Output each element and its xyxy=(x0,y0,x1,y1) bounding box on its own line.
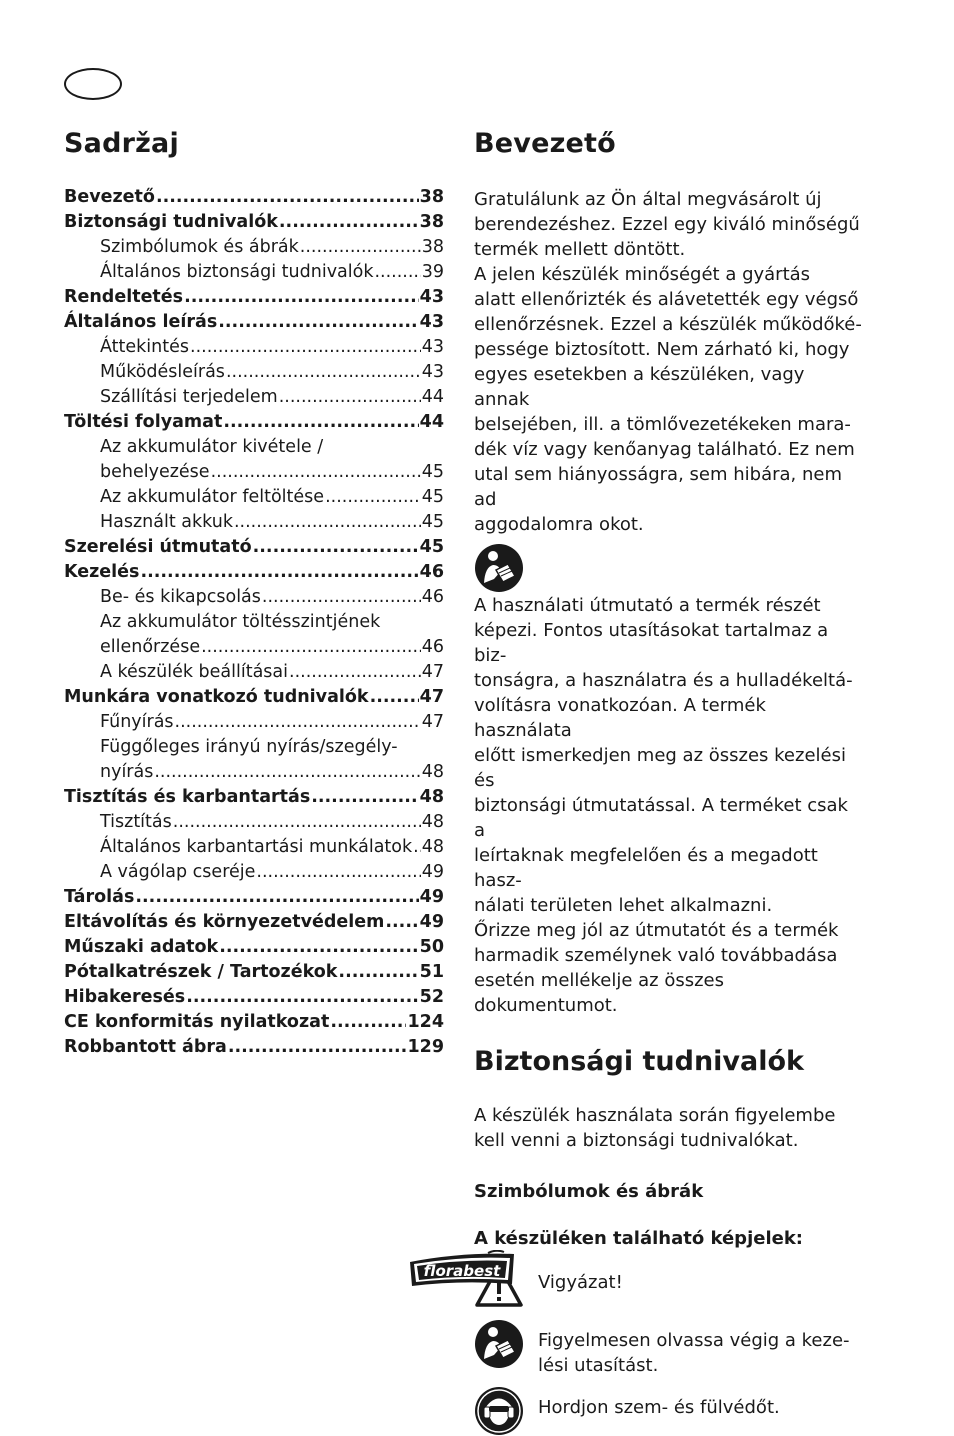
toc-entry xyxy=(64,935,444,960)
toc-entry xyxy=(64,385,444,410)
intro-line: egyes esetekben a készüléken, vagy annak xyxy=(474,364,805,410)
toc-entry-title: Szerelési útmutató xyxy=(64,537,252,557)
language-indicator-oval xyxy=(64,68,122,100)
manual-line: biztonsági útmutatással. A terméket csak a xyxy=(474,795,848,841)
toc-entry xyxy=(64,860,444,885)
intro-line: aggodalomra okot. xyxy=(474,514,644,535)
toc-leader-dots xyxy=(201,635,421,660)
intro-line: belsejében, ill. a tömlővezetékeken mara- xyxy=(474,414,851,435)
toc-leader-dots xyxy=(338,960,418,985)
symbol-read-manual-text xyxy=(538,1319,850,1378)
toc-entry-title: Fűnyírás xyxy=(100,712,174,732)
toc-entry-page: 45 xyxy=(419,537,444,557)
intro-line: pessége biztosított. Nem zárható ki, hogy xyxy=(474,339,850,360)
toc-entry-page: 47 xyxy=(421,662,444,682)
toc-leader-dots xyxy=(253,535,419,560)
intro-line: utal sem hiányosságra, sem hibára, nem ad xyxy=(474,464,842,510)
toc-entry-title: Működésleírás xyxy=(100,362,225,382)
toc-entry xyxy=(64,185,444,210)
toc-entry-title: nyírás xyxy=(100,762,154,782)
toc-leader-dots xyxy=(223,410,418,435)
toc-entry xyxy=(64,310,444,335)
toc-entry-page: 50 xyxy=(419,937,444,957)
toc-entry xyxy=(64,785,444,810)
manual-line: előtt ismerkedjen meg az összes kezelési és xyxy=(474,745,846,791)
toc-leader-dots xyxy=(385,910,418,935)
toc-entry-title: Tisztítás xyxy=(100,812,172,832)
safety-line: A készülék használata során figyelembe xyxy=(474,1105,836,1126)
symbol-text-line: Vigyázat! xyxy=(538,1272,623,1293)
toc-entry xyxy=(64,560,444,585)
toc-entry-page: 43 xyxy=(421,337,444,357)
safety-text xyxy=(474,1103,864,1153)
intro-text xyxy=(474,187,864,537)
toc-entry xyxy=(64,360,444,385)
toc-leader-dots xyxy=(279,385,421,410)
toc-entry-page: 49 xyxy=(419,887,444,907)
manual-line: leírtaknak megfelelően és a megadott hasz- xyxy=(474,845,818,891)
symbol-protection-text xyxy=(538,1386,780,1420)
toc-list xyxy=(64,185,444,1060)
toc-entry-title: Az akkumulátor töltésszintjének xyxy=(100,612,381,632)
toc-leader-dots xyxy=(154,760,420,785)
toc-entry-page: 49 xyxy=(421,862,444,882)
toc-entry xyxy=(64,885,444,910)
toc-leader-dots xyxy=(234,510,421,535)
toc-leader-dots xyxy=(218,310,418,335)
toc-entry xyxy=(64,260,444,285)
toc-entry-page: 45 xyxy=(421,512,444,532)
toc-entry-page: 43 xyxy=(419,312,444,332)
toc-entry-title: Szállítási terjedelem xyxy=(100,387,278,407)
toc-entry-title: Használt akkuk xyxy=(100,512,233,532)
toc-heading: Sadržaj xyxy=(64,128,179,159)
symbol-warning-text xyxy=(538,1261,623,1295)
toc-entry-page: 45 xyxy=(421,462,444,482)
toc-entry-title: Általános biztonsági tudnivalók xyxy=(100,262,374,282)
toc-entry-page: 48 xyxy=(419,787,444,807)
toc-entry-title: Munkára vonatkozó tudnivalók xyxy=(64,687,369,707)
intro-line: A jelen készülék minőségét a gyártás xyxy=(474,264,811,285)
table-of-contents xyxy=(64,128,444,1060)
toc-leader-dots xyxy=(370,685,419,710)
toc-leader-dots xyxy=(311,785,418,810)
toc-entry xyxy=(64,960,444,985)
toc-leader-dots xyxy=(300,235,421,260)
intro-line: Gratulálunk az Ön által megvásárolt új xyxy=(474,189,822,210)
intro-heading: Bevezető xyxy=(474,128,616,159)
toc-entry-title: Biztonsági tudnivalók xyxy=(64,212,278,232)
toc-leader-dots xyxy=(211,460,421,485)
toc-entry-page: 44 xyxy=(421,387,444,407)
toc-entry xyxy=(64,235,444,260)
toc-entry-page: 49 xyxy=(419,912,444,932)
toc-entry xyxy=(64,510,444,535)
toc-entry xyxy=(64,335,444,360)
toc-entry-page: 47 xyxy=(419,687,444,707)
toc-leader-dots xyxy=(256,860,420,885)
manual-line: esetén mellékelje az összes dokumentumot. xyxy=(474,970,724,1016)
toc-entry-title: Tárolás xyxy=(64,887,135,907)
toc-entry-page: 48 xyxy=(421,762,444,782)
toc-entry-page: 48 xyxy=(421,812,444,832)
toc-leader-dots xyxy=(279,210,419,235)
toc-entry xyxy=(64,610,444,635)
toc-leader-dots xyxy=(135,885,418,910)
symbol-text-line: Figyelmesen olvassa végig a keze- xyxy=(538,1330,850,1351)
toc-entry-title: Műszaki adatok xyxy=(64,937,219,957)
toc-entry-page: 44 xyxy=(419,412,444,432)
toc-leader-dots xyxy=(140,560,418,585)
toc-entry xyxy=(64,910,444,935)
toc-entry-title: Áttekintés xyxy=(100,337,189,357)
toc-entry xyxy=(64,735,444,760)
toc-entry-page: 45 xyxy=(421,487,444,507)
toc-entry xyxy=(64,585,444,610)
toc-entry-title: Be- és kikapcsolás xyxy=(100,587,261,607)
toc-entry-title: Eltávolítás és környezetvédelem xyxy=(64,912,385,932)
toc-leader-dots xyxy=(186,985,418,1010)
toc-entry-page: 39 xyxy=(421,262,444,282)
toc-entry-title: behelyezése xyxy=(100,462,210,482)
safety-line: kell venni a biztonsági tudnivalókat. xyxy=(474,1130,799,1151)
toc-entry xyxy=(64,210,444,235)
toc-entry-title: Általános karbantartási munkálatok xyxy=(100,837,413,857)
toc-entry-page: 46 xyxy=(421,637,444,657)
toc-entry-title: Bevezető xyxy=(64,187,155,207)
symbol-read-manual xyxy=(474,1319,864,1378)
toc-entry xyxy=(64,760,444,785)
toc-entry-title: Töltési folyamat xyxy=(64,412,223,432)
toc-entry-page: 43 xyxy=(419,287,444,307)
read-manual-icon xyxy=(474,1319,524,1369)
symbol-warning xyxy=(474,1261,864,1311)
device-symbols-heading: A készüléken található képjelek: xyxy=(474,1228,803,1249)
toc-leader-dots xyxy=(173,810,421,835)
toc-leader-dots xyxy=(289,660,421,685)
toc-leader-dots xyxy=(330,1010,406,1035)
toc-entry xyxy=(64,460,444,485)
toc-entry-title: Szimbólumok és ábrák xyxy=(100,237,299,257)
symbol-protection xyxy=(474,1386,864,1436)
toc-entry-title: CE konformitás nyilatkozat xyxy=(64,1012,330,1032)
toc-entry xyxy=(64,710,444,735)
toc-entry xyxy=(64,485,444,510)
toc-entry xyxy=(64,835,444,860)
intro-line: berendezéshez. Ezzel egy kiváló minőségű xyxy=(474,214,860,235)
toc-leader-dots xyxy=(184,285,419,310)
symbol-text-line: Hordjon szem- és fülvédőt. xyxy=(538,1397,780,1418)
toc-leader-dots xyxy=(262,585,421,610)
toc-entry-page: 46 xyxy=(419,562,444,582)
toc-entry-title: Rendeltetés xyxy=(64,287,184,307)
toc-entry-page: 52 xyxy=(419,987,444,1007)
manual-line: tonságra, a használatra és a hulladékeltá- xyxy=(474,670,853,691)
toc-entry-title: ellenőrzése xyxy=(100,637,201,657)
toc-entry-title: A készülék beállításai xyxy=(100,662,289,682)
symbols-heading: Szimbólumok és ábrák xyxy=(474,1181,704,1202)
toc-entry-title: Az akkumulátor feltöltése xyxy=(100,487,325,507)
toc-entry-page: 43 xyxy=(421,362,444,382)
toc-entry-page: 51 xyxy=(419,962,444,982)
manual-line: nálati területen lehet alkalmazni. xyxy=(474,895,773,916)
toc-leader-dots xyxy=(156,185,419,210)
toc-entry-title: Hibakeresés xyxy=(64,987,186,1007)
toc-leader-dots xyxy=(413,835,421,860)
toc-entry xyxy=(64,660,444,685)
toc-entry xyxy=(64,410,444,435)
toc-entry-title: Kezelés xyxy=(64,562,140,582)
toc-entry-page: 46 xyxy=(421,587,444,607)
toc-entry-page: 38 xyxy=(419,187,444,207)
toc-leader-dots xyxy=(175,710,421,735)
toc-entry-page: 47 xyxy=(421,712,444,732)
toc-entry xyxy=(64,685,444,710)
eye-ear-protection-icon xyxy=(474,1386,524,1436)
toc-entry xyxy=(64,985,444,1010)
toc-entry-title: A vágólap cseréje xyxy=(100,862,256,882)
content-column xyxy=(474,128,864,1436)
manual-text xyxy=(474,593,864,1018)
manual-line: volításra vonatkozóan. A termék használata xyxy=(474,695,766,741)
toc-entry xyxy=(64,1035,444,1060)
toc-entry-title: Az akkumulátor kivétele / xyxy=(100,437,324,457)
toc-entry xyxy=(64,285,444,310)
toc-entry xyxy=(64,810,444,835)
toc-entry-title: Függőleges irányú nyírás/szegély- xyxy=(100,737,398,757)
toc-leader-dots xyxy=(228,1035,407,1060)
toc-leader-dots xyxy=(226,360,421,385)
toc-entry-page: 48 xyxy=(421,837,444,857)
toc-entry-title: Pótalkatrészek / Tartozékok xyxy=(64,962,338,982)
intro-line: dék víz vagy kenőanyag található. Ez nem xyxy=(474,439,855,460)
logo-text: florabest xyxy=(423,1262,501,1280)
toc-entry xyxy=(64,1010,444,1035)
safety-heading: Biztonsági tudnivalók xyxy=(474,1046,805,1077)
florabest-logo xyxy=(406,1250,518,1288)
toc-entry xyxy=(64,535,444,560)
toc-leader-dots xyxy=(219,935,418,960)
toc-entry xyxy=(64,435,444,460)
manual-line: képezi. Fontos utasításokat tartalmaz a biz- xyxy=(474,620,829,666)
manual-line: A használati útmutató a termék részét xyxy=(474,595,821,616)
toc-entry-page: 124 xyxy=(407,1012,444,1032)
manual-line: harmadik személynek való továbbadása xyxy=(474,945,838,966)
read-manual-icon xyxy=(474,543,524,593)
toc-entry-title: Általános leírás xyxy=(64,312,218,332)
intro-line: ellenőrzésnek. Ezzel a készülék működőké- xyxy=(474,314,862,335)
symbol-text-line: lési utasítást. xyxy=(538,1355,659,1376)
toc-entry-page: 129 xyxy=(407,1037,444,1057)
intro-line: alatt ellenőrizték és alávetették egy végső xyxy=(474,289,859,310)
toc-entry-title: Robbantott ábra xyxy=(64,1037,227,1057)
toc-leader-dots xyxy=(325,485,421,510)
toc-entry-page: 38 xyxy=(421,237,444,257)
intro-line: termék mellett döntött. xyxy=(474,239,686,260)
toc-entry-page: 38 xyxy=(419,212,444,232)
toc-entry-title: Tisztítás és karbantartás xyxy=(64,787,311,807)
manual-line: Őrizze meg jól az útmutatót és a termék xyxy=(474,920,839,941)
toc-leader-dots xyxy=(190,335,421,360)
toc-leader-dots xyxy=(374,260,420,285)
toc-entry xyxy=(64,635,444,660)
